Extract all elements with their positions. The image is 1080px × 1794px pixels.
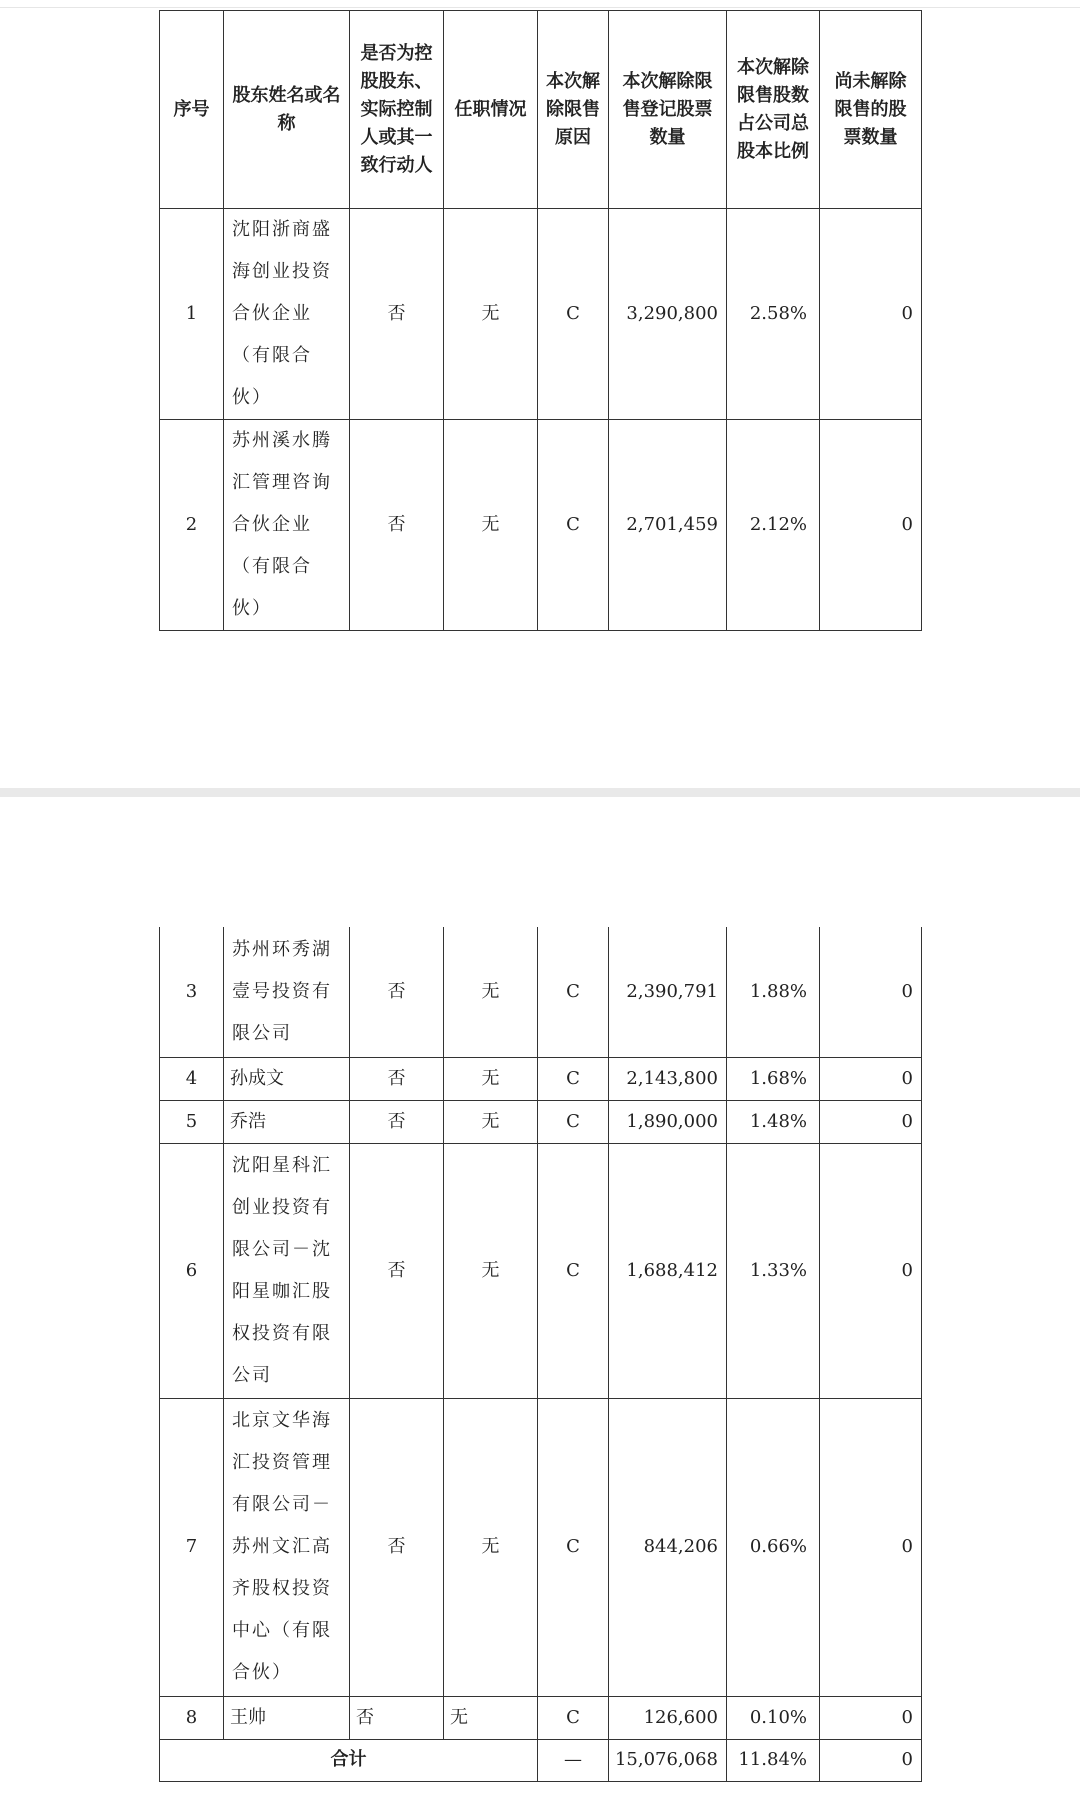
cell-name: 王帅 bbox=[224, 1696, 350, 1739]
cell-remaining: 0 bbox=[820, 927, 922, 1057]
release-table-page-2 bbox=[159, 927, 922, 1782]
cell-position: 无 bbox=[444, 1696, 538, 1739]
cell-controlling: 否 bbox=[350, 927, 444, 1057]
cell-released-shares: 1,890,000 bbox=[609, 1100, 727, 1143]
cell-name: 沈阳星科汇创业投资有限公司－沈阳星咖汇股权投资有限公司 bbox=[224, 1143, 350, 1398]
cell-ratio: 1.68% bbox=[727, 1057, 820, 1100]
cell-seq: 4 bbox=[160, 1057, 224, 1100]
cell-remaining: 0 bbox=[820, 1143, 922, 1398]
cell-reason: C bbox=[538, 209, 609, 420]
header-position: 任职情况 bbox=[444, 11, 538, 209]
cell-ratio: 0.10% bbox=[727, 1696, 820, 1739]
cell-name: 乔浩 bbox=[224, 1100, 350, 1143]
header-row bbox=[160, 11, 922, 209]
cell-released-shares: 1,688,412 bbox=[609, 1143, 727, 1398]
table-row bbox=[160, 1100, 922, 1143]
total-label: 合计 bbox=[160, 1739, 538, 1781]
cell-seq: 1 bbox=[160, 209, 224, 420]
cell-position: 无 bbox=[444, 209, 538, 420]
cell-position: 无 bbox=[444, 1143, 538, 1398]
total-row bbox=[160, 1739, 922, 1781]
cell-seq: 5 bbox=[160, 1100, 224, 1143]
release-table-page-1 bbox=[159, 10, 922, 631]
cell-ratio: 1.48% bbox=[727, 1100, 820, 1143]
cell-released-shares: 2,143,800 bbox=[609, 1057, 727, 1100]
cell-remaining: 0 bbox=[820, 1057, 922, 1100]
cell-ratio: 2.12% bbox=[727, 420, 820, 631]
page-divider bbox=[0, 788, 1080, 797]
cell-released-shares: 844,206 bbox=[609, 1398, 727, 1696]
table-row bbox=[160, 1696, 922, 1739]
cell-reason: C bbox=[538, 1100, 609, 1143]
header-controlling: 是否为控股股东、实际控制人或其一致行动人 bbox=[350, 11, 444, 209]
table-row bbox=[160, 1057, 922, 1100]
cell-seq: 3 bbox=[160, 927, 224, 1057]
header-seq: 序号 bbox=[160, 11, 224, 209]
cell-ratio: 2.58% bbox=[727, 209, 820, 420]
cell-seq: 2 bbox=[160, 420, 224, 631]
cell-seq: 7 bbox=[160, 1398, 224, 1696]
cell-ratio: 1.33% bbox=[727, 1143, 820, 1398]
cell-remaining: 0 bbox=[820, 209, 922, 420]
header-remaining: 尚未解除限售的股票数量 bbox=[820, 11, 922, 209]
cell-controlling: 否 bbox=[350, 1057, 444, 1100]
cell-position: 无 bbox=[444, 1057, 538, 1100]
header-reason: 本次解除限售原因 bbox=[538, 11, 609, 209]
cell-position: 无 bbox=[444, 1398, 538, 1696]
cell-remaining: 0 bbox=[820, 1100, 922, 1143]
cell-seq: 8 bbox=[160, 1696, 224, 1739]
cell-name: 沈阳浙商盛海创业投资合伙企业（有限合伙） bbox=[224, 209, 350, 420]
cell-released-shares: 3,290,800 bbox=[609, 209, 727, 420]
cell-controlling: 否 bbox=[350, 1398, 444, 1696]
table-row bbox=[160, 1143, 922, 1398]
cell-remaining: 0 bbox=[820, 1696, 922, 1739]
cell-controlling: 否 bbox=[350, 1143, 444, 1398]
cell-reason: C bbox=[538, 927, 609, 1057]
cell-reason: C bbox=[538, 420, 609, 631]
cell-controlling: 否 bbox=[350, 1696, 444, 1739]
cell-controlling: 否 bbox=[350, 1100, 444, 1143]
total-remaining: 0 bbox=[820, 1739, 922, 1781]
cell-controlling: 否 bbox=[350, 209, 444, 420]
total-reason: — bbox=[538, 1739, 609, 1781]
header-released-shares: 本次解除限售登记股票数量 bbox=[609, 11, 727, 209]
cell-reason: C bbox=[538, 1143, 609, 1398]
cell-released-shares: 2,701,459 bbox=[609, 420, 727, 631]
table-row bbox=[160, 420, 922, 631]
cell-reason: C bbox=[538, 1696, 609, 1739]
cell-seq: 6 bbox=[160, 1143, 224, 1398]
cell-remaining: 0 bbox=[820, 420, 922, 631]
total-released-shares: 15,076,068 bbox=[609, 1739, 727, 1781]
cell-reason: C bbox=[538, 1398, 609, 1696]
cell-position: 无 bbox=[444, 420, 538, 631]
header-name: 股东姓名或名称 bbox=[224, 11, 350, 209]
table-row bbox=[160, 927, 922, 1057]
cell-position: 无 bbox=[444, 927, 538, 1057]
cell-name: 北京文华海汇投资管理有限公司－苏州文汇高齐股权投资中心（有限合伙） bbox=[224, 1398, 350, 1696]
header-ratio: 本次解除限售股数占公司总股本比例 bbox=[727, 11, 820, 209]
cell-controlling: 否 bbox=[350, 420, 444, 631]
cell-name: 苏州环秀湖壹号投资有限公司 bbox=[224, 927, 350, 1057]
cell-name: 苏州溪水腾汇管理咨询合伙企业（有限合伙） bbox=[224, 420, 350, 631]
table-row bbox=[160, 209, 922, 420]
cell-remaining: 0 bbox=[820, 1398, 922, 1696]
cell-ratio: 0.66% bbox=[727, 1398, 820, 1696]
cell-ratio: 1.88% bbox=[727, 927, 820, 1057]
cell-released-shares: 2,390,791 bbox=[609, 927, 727, 1057]
cell-position: 无 bbox=[444, 1100, 538, 1143]
cell-reason: C bbox=[538, 1057, 609, 1100]
cell-released-shares: 126,600 bbox=[609, 1696, 727, 1739]
cell-name: 孙成文 bbox=[224, 1057, 350, 1100]
table-row bbox=[160, 1398, 922, 1696]
total-ratio: 11.84% bbox=[727, 1739, 820, 1781]
page-top-edge bbox=[0, 7, 1080, 8]
